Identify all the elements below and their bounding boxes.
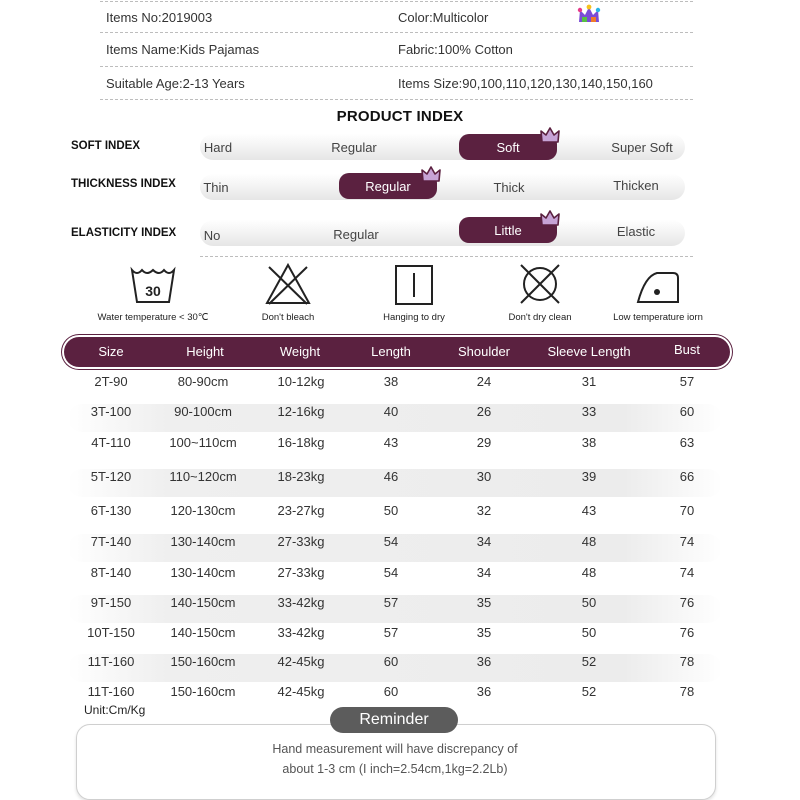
care-label: Low temperature iorn (613, 312, 703, 323)
cell-weight: 27-33kg (277, 534, 325, 549)
header-weight: Weight (279, 344, 321, 359)
header-length: Length (371, 344, 411, 359)
items-size: Items Size:90,100,110,120,130,140,150,160 (398, 76, 653, 91)
elasticity-option-regular: Regular (333, 227, 379, 242)
cell-size: 3T-100 (90, 404, 132, 419)
cell-bust: 76 (679, 625, 695, 640)
care-label: Water temperature < 30℃ (97, 312, 209, 323)
cell-height: 140-150cm (170, 625, 236, 640)
reminder-line-1: Hand measurement will have discrepancy of (272, 742, 518, 756)
care-hang (349, 264, 479, 323)
elasticity-index-label: ELASTICITY INDEX (71, 227, 177, 239)
cell-sleeve-length: 50 (581, 625, 597, 640)
thickness-option-thicken: Thicken (613, 178, 659, 193)
divider (200, 256, 693, 257)
cell-sleeve-length: 38 (581, 435, 597, 450)
cell-length: 54 (383, 565, 399, 580)
cell-sleeve-length: 31 (581, 374, 597, 389)
cell-sleeve-length: 52 (581, 654, 597, 669)
crown-icon (421, 166, 441, 182)
divider (100, 1, 693, 2)
cell-bust: 66 (679, 469, 695, 484)
cell-sleeve-length: 50 (581, 595, 597, 610)
cell-length: 57 (383, 625, 399, 640)
cell-size: 11T-160 (87, 654, 135, 669)
cell-height: 90-100cm (174, 404, 232, 419)
items-name: Items Name:Kids Pajamas (106, 42, 260, 57)
fabric-info: Fabric:100% Cotton (398, 42, 513, 57)
cell-sleeve-length: 33 (581, 404, 597, 419)
soft-option-regular: Regular (331, 140, 377, 155)
cell-length: 46 (383, 469, 399, 484)
cell-size: 9T-150 (90, 595, 132, 610)
cell-height: 150-160cm (170, 684, 236, 699)
product-index-title: PRODUCT INDEX (336, 108, 464, 125)
cell-bust: 57 (679, 374, 695, 389)
cell-weight: 12-16kg (277, 404, 325, 419)
care-dry-clean (475, 262, 605, 323)
cell-shoulder: 30 (476, 469, 492, 484)
hang-dry-icon (394, 264, 434, 306)
cell-size: 8T-140 (90, 565, 132, 580)
cell-size: 5T-120 (90, 469, 132, 484)
no-dry-clean-icon (518, 262, 562, 306)
cell-size: 11T-160 (87, 684, 135, 699)
soft-option-hard: Hard (203, 140, 233, 155)
cell-bust: 70 (679, 503, 695, 518)
crown-icon (540, 127, 560, 143)
cell-bust: 78 (679, 684, 695, 699)
cell-shoulder: 34 (476, 565, 492, 580)
cell-size: 7T-140 (90, 534, 132, 549)
no-bleach-icon (264, 262, 312, 306)
cell-sleeve-length: 43 (581, 503, 597, 518)
cell-length: 50 (383, 503, 399, 518)
cell-bust: 63 (679, 435, 695, 450)
cell-sleeve-length: 48 (581, 565, 597, 580)
header-shoulder: Shoulder (457, 344, 511, 359)
cell-sleeve-length: 52 (581, 684, 597, 699)
cell-length: 60 (383, 654, 399, 669)
care-label: Don't bleach (261, 312, 315, 323)
crown-icon (540, 210, 560, 226)
cell-length: 43 (383, 435, 399, 450)
divider (100, 99, 693, 100)
thickness-option-thick: Thick (493, 180, 525, 195)
cell-sleeve-length: 39 (581, 469, 597, 484)
thickness-option-selected: Regular (339, 173, 437, 199)
cell-height: 140-150cm (170, 595, 236, 610)
reminder-title: Reminder (330, 707, 458, 733)
cell-height: 150-160cm (170, 654, 236, 669)
wash-temp: 30 (145, 283, 161, 299)
cell-weight: 18-23kg (277, 469, 325, 484)
cell-weight: 10-12kg (277, 374, 325, 389)
elasticity-option-no: No (203, 228, 221, 243)
header-height: Height (186, 344, 224, 359)
care-wash (88, 266, 218, 323)
cell-sleeve-length: 48 (581, 534, 597, 549)
cell-length: 40 (383, 404, 399, 419)
cell-size: 10T-150 (87, 625, 135, 640)
elasticity-option-elastic: Elastic (616, 224, 656, 239)
cell-shoulder: 35 (476, 625, 492, 640)
soft-option-super-soft: Super Soft (611, 140, 673, 155)
cell-length: 60 (383, 684, 399, 699)
care-label: Hanging to dry (383, 312, 445, 323)
care-iron (593, 268, 723, 323)
cell-shoulder: 29 (476, 435, 492, 450)
cell-shoulder: 36 (476, 684, 492, 699)
elasticity-index-track (200, 220, 685, 246)
cell-height: 100~110cm (169, 435, 237, 450)
cell-bust: 74 (679, 565, 695, 580)
soft-option-selected: Soft (459, 134, 557, 160)
reminder-line-2: about 1-3 cm (I inch=2.54cm,1kg=2.2Lb) (282, 762, 508, 776)
care-label: Don't dry clean (508, 312, 572, 323)
cell-bust: 78 (679, 654, 695, 669)
cell-weight: 27-33kg (277, 565, 325, 580)
cell-weight: 16-18kg (277, 435, 325, 450)
cell-shoulder: 35 (476, 595, 492, 610)
cell-size: 4T-110 (91, 435, 131, 450)
cell-size: 6T-130 (90, 503, 132, 518)
cell-height: 130-140cm (170, 565, 236, 580)
header-bust: Bust (673, 342, 701, 357)
cell-shoulder: 32 (476, 503, 492, 518)
cell-weight: 42-45kg (277, 684, 325, 699)
care-bleach (223, 262, 353, 323)
cell-height: 120-130cm (170, 503, 236, 518)
cell-size: 2T-90 (94, 374, 128, 389)
unit-label: Unit:Cm/Kg (84, 703, 146, 717)
divider (100, 66, 693, 67)
items-no: Items No:2019003 (106, 10, 213, 25)
header-sleeve-length: Sleeve Length (547, 344, 631, 359)
multicolor-crown-icon (577, 4, 601, 24)
suitable-age: Suitable Age:2-13 Years (106, 76, 245, 91)
color-info: Color:Multicolor (398, 10, 489, 25)
wash-30-icon (129, 266, 177, 306)
soft-index-label: SOFT INDEX (71, 140, 141, 152)
cell-length: 57 (383, 595, 399, 610)
cell-bust: 60 (679, 404, 695, 419)
header-size: Size (98, 344, 124, 359)
cell-shoulder: 36 (476, 654, 492, 669)
thickness-index-label: THICKNESS INDEX (71, 178, 176, 190)
cell-weight: 23-27kg (277, 503, 325, 518)
cell-bust: 76 (679, 595, 695, 610)
thickness-option-thin: Thin (203, 180, 229, 195)
cell-weight: 42-45kg (277, 654, 325, 669)
divider (100, 32, 693, 33)
low-iron-icon (635, 268, 681, 306)
cell-weight: 33-42kg (277, 595, 325, 610)
cell-shoulder: 34 (476, 534, 492, 549)
elasticity-option-selected: Little (459, 217, 557, 243)
cell-length: 38 (383, 374, 399, 389)
cell-height: 80-90cm (177, 374, 229, 389)
cell-shoulder: 26 (476, 404, 492, 419)
cell-weight: 33-42kg (277, 625, 325, 640)
cell-length: 54 (383, 534, 399, 549)
cell-height: 110~120cm (169, 469, 237, 484)
cell-bust: 74 (679, 534, 695, 549)
cell-shoulder: 24 (476, 374, 492, 389)
cell-height: 130-140cm (170, 534, 236, 549)
